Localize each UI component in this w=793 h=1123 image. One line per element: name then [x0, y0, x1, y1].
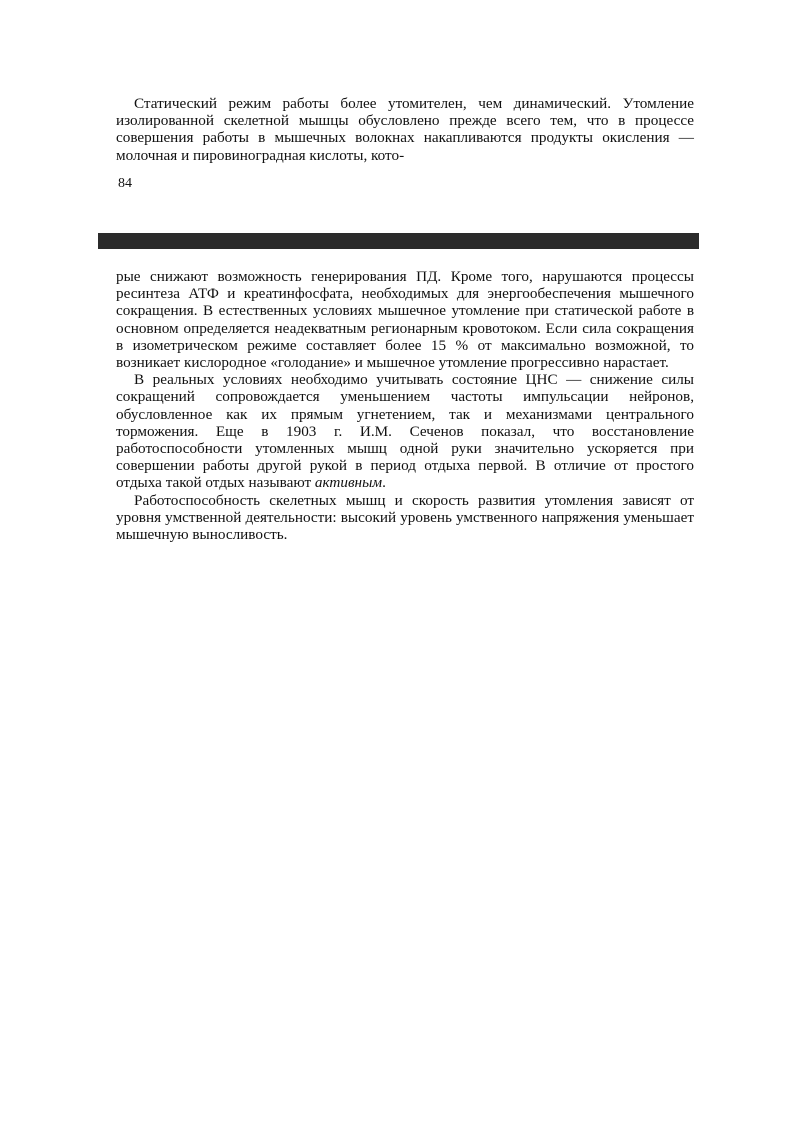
page-number: 84 — [118, 176, 132, 191]
paragraph-2-text: В реальных условиях необходимо учитывать состояние ЦНС — снижение силы сокращений сопровождается уменьшением частоты импульсации нейронов, обусловленное как их прямым угнетением, так и механизмами центрального торможения. Еще в 1903 г. И.М. Сеченов показал, что восстановление работоспособности утомленных мышц одной руки значительно ускоряется при совершении работы другой рукой в период отдыха первой. В отличие от простого отдыха такой отдых называют — [116, 371, 694, 492]
paragraph-1: рые снижают возможность генерирования ПД. Кроме того, нарушаются процессы ресинтеза АТФ и креатинфосфата, необходимых для энергообеспечения мышечного сокращения. В естественных условиях мышечное утомление при статической работе в основном определяется неадекватным регионарным кровотоком. Если сила сокращения в изометрическом режиме составляет более 15 % от максимально возможной, то возникает кислородное «голодание» и мышечное утомление прогрессивно нарастает. — [116, 268, 694, 372]
paragraph-2 — [116, 371, 694, 491]
paragraph-3: Работоспособность скелетных мышц и скорость развития утомления зависят от уровня умственной деятельности: высокий уровень умственного напряжения уменьшает мышечную выносливость. — [116, 491, 694, 544]
paragraph-2-end: . — [382, 474, 386, 492]
bottom-text-block — [116, 268, 694, 543]
paragraph-2-emphasis: активным — [314, 474, 383, 492]
top-text-block — [116, 95, 694, 164]
page-divider-bar — [98, 233, 699, 249]
top-paragraph: Статический режим работы более утомителен, чем динамический. Утомление изолированной скелетной мышцы обусловлено прежде всего тем, что в процессе совершения работы в мышечных волокнах накапливаются продукты окисления — молочная и пировиноградная кислоты, кото- — [116, 95, 694, 164]
